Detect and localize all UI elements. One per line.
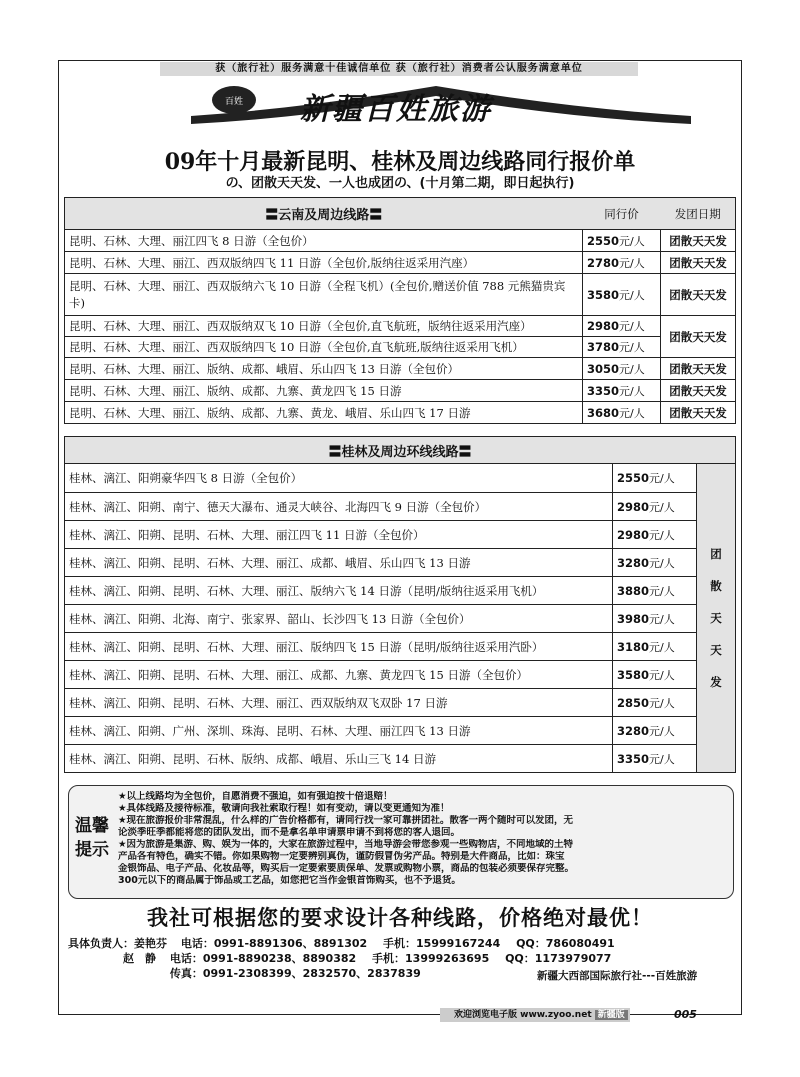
route-name: 桂林、漓江、阳朔、昆明、石林、大理、丽江、成都、峨眉、乐山四飞 13 日游 — [65, 549, 613, 577]
table-row — [65, 745, 736, 773]
table-row — [65, 577, 736, 605]
route-price: 3980元/人 — [613, 605, 697, 633]
table-row — [65, 380, 736, 402]
route-name: 昆明、石林、大理、丽江、版纳、成都、九寨、黄龙四飞 15 日游 — [65, 380, 583, 402]
table-row — [65, 402, 736, 424]
footer-bar — [440, 1008, 630, 1022]
yunnan-header-row — [65, 198, 736, 230]
page-number: 005 — [674, 1008, 697, 1021]
table-row — [65, 230, 736, 252]
tip-line: 论淡季旺季都能将您的团队发出，而不是拿名单申请票申请不到将您的客人退回。 — [118, 827, 461, 838]
route-name: 昆明、石林、大理、丽江、西双版纳六飞 10 日游（全程飞机）(全包价,赠送价值 788 元熊猫贵宾卡) — [65, 274, 583, 316]
guilin-header-row — [65, 437, 736, 464]
route-price: 3780元/人 — [583, 337, 661, 358]
contact-fax: 传真：0991-2308399、2832570、2837839 — [169, 967, 421, 980]
contact-line-2: 赵 静 电话：0991-8890238、8890382 手机：13999263695 QQ：1173979077 — [123, 952, 612, 965]
table-row — [65, 689, 736, 717]
route-price: 3050元/人 — [583, 358, 661, 380]
route-price: 3350元/人 — [613, 745, 697, 773]
tip-line: ★现在旅游报价非常混乱，什么样的广告价格都有，请同行找一家可靠拼团社。散客一两个随时可以发团，无 — [118, 815, 574, 826]
route-name: 昆明、石林、大理、丽江四飞 8 日游（全包价） — [65, 230, 583, 252]
award-banner: 获（旅行社）服务满意十佳诚信单位 获（旅行社）消费者公认服务满意单位 — [160, 62, 638, 76]
table-row — [65, 464, 736, 493]
date-col-header: 发团日期 — [661, 198, 736, 230]
route-departure: 团散天天发 — [661, 380, 736, 402]
yunnan-heading: 〓云南及周边线路〓 — [65, 198, 583, 230]
route-name: 桂林、漓江、阳朔、昆明、石林、大理、丽江、版纳六飞 14 日游（昆明/版纳往返采用飞机） — [65, 577, 613, 605]
route-name: 桂林、漓江、阳朔、昆明、石林、版纳、成都、峨眉、乐山三飞 14 日游 — [65, 745, 613, 773]
page-title: 09年十月最新昆明、桂林及周边线路同行报价单 — [164, 149, 636, 175]
route-price: 2780元/人 — [583, 252, 661, 274]
table-row — [65, 633, 736, 661]
route-name: 桂林、漓江、阳朔、昆明、石林、大理、丽江四飞 11 日游（全包价） — [65, 521, 613, 549]
route-name: 桂林、漓江、阳朔、昆明、石林、大理、丽江、版纳四飞 15 日游（昆明/版纳往返采用汽卧） — [65, 633, 613, 661]
route-departure: 团散天天发 — [661, 252, 736, 274]
route-price: 2850元/人 — [613, 689, 697, 717]
route-name: 昆明、石林、大理、丽江、版纳、成都、峨眉、乐山四飞 13 日游（全包价） — [65, 358, 583, 380]
table-row — [65, 605, 736, 633]
route-price: 3580元/人 — [583, 274, 661, 316]
footer-link[interactable]: 欢迎浏览电子版 www.zyoo.net — [454, 1010, 592, 1020]
page-subtitle: の、团散天天发、一人也成团の、(十月第二期，即日起执行) — [225, 176, 575, 191]
route-price: 3880元/人 — [613, 577, 697, 605]
slogan: 我社可根据您的要求设计各种线路，价格绝对最优！ — [147, 905, 653, 930]
contact-line-1: 具体负责人：姜艳芬 电话：0991-8891306、8891302 手机：15999167244 QQ：786080491 — [68, 937, 615, 950]
route-departure: 团散天天发 — [661, 358, 736, 380]
table-row — [65, 252, 736, 274]
tips-label: 温馨 提示 — [75, 816, 109, 860]
table-row — [65, 316, 736, 337]
guilin-table — [64, 436, 736, 773]
tip-line: ★具体线路及接待标准，敬请向我社索取行程！如有变动，请以变更通知为准！ — [118, 803, 450, 814]
route-name: 桂林、漓江、阳朔、北海、南宁、张家界、韶山、长沙四飞 13 日游（全包价） — [65, 605, 613, 633]
tip-line: 300元以下的商品属于饰品或工艺品，如您把它当作金银首饰购买，也不予退货。 — [118, 875, 461, 886]
route-price: 2550元/人 — [613, 464, 697, 493]
guilin-departure: 团 散 天 天 发 — [697, 464, 736, 773]
table-row — [65, 274, 736, 316]
table-row — [65, 549, 736, 577]
route-departure: 团散天天发 — [661, 402, 736, 424]
route-price: 2550元/人 — [583, 230, 661, 252]
table-row — [65, 358, 736, 380]
logo-text: 新疆百姓旅游 — [300, 92, 492, 127]
route-name: 昆明、石林、大理、丽江、西双版纳双飞 10 日游（全包价,直飞航班，版纳往返采用汽座） — [65, 316, 583, 337]
route-name: 桂林、漓江、阳朔、广州、深圳、珠海、昆明、石林、大理、丽江四飞 13 日游 — [65, 717, 613, 745]
route-name: 昆明、石林、大理、丽江、西双版纳四飞 10 日游（全包价,直飞航班,版纳往返采用飞机） — [65, 337, 583, 358]
yunnan-table — [64, 197, 736, 424]
route-name: 昆明、石林、大理、丽江、西双版纳四飞 11 日游（全包价,版纳往返采用汽座） — [65, 252, 583, 274]
route-name: 桂林、漓江、阳朔豪华四飞 8 日游（全包价） — [65, 464, 613, 493]
route-price: 3350元/人 — [583, 380, 661, 402]
tip-line: 金银饰品、电子产品、化妆品等，购买后一定要索要质保单、发票或购物小票，商品的包装必须要保存完整。 — [118, 863, 575, 874]
table-row — [65, 337, 736, 358]
route-price: 2980元/人 — [613, 521, 697, 549]
svg-text:百姓: 百姓 — [224, 97, 244, 107]
route-name: 桂林、漓江、阳朔、南宁、德天大瀑布、通灵大峡谷、北海四飞 9 日游（全包价） — [65, 493, 613, 521]
edition-badge: 新疆版 — [595, 1010, 628, 1020]
route-price: 3580元/人 — [613, 661, 697, 689]
table-row — [65, 717, 736, 745]
tips-list — [118, 791, 730, 887]
route-price: 3280元/人 — [613, 717, 697, 745]
route-departure: 团散天天发 — [661, 230, 736, 252]
route-name: 桂林、漓江、阳朔、昆明、石林、大理、丽江、成都、九寨、黄龙四飞 15 日游（全包价） — [65, 661, 613, 689]
tip-line: 产品各有特色，确实不错。你如果购物一定要辨别真伪，谨防假冒伪劣产品。特别是大件商品，比如：珠宝 — [118, 851, 565, 862]
table-row — [65, 521, 736, 549]
route-price: 3180元/人 — [613, 633, 697, 661]
agency-name: 新疆大西部国际旅行社---百姓旅游 — [537, 970, 698, 982]
route-departure: 团散天天发 — [661, 274, 736, 316]
route-departure: 团散天天发 — [661, 316, 736, 358]
table-row — [65, 661, 736, 689]
route-price: 3280元/人 — [613, 549, 697, 577]
route-price: 2980元/人 — [613, 493, 697, 521]
guilin-heading: 〓桂林及周边环线线路〓 — [65, 437, 736, 464]
route-name: 昆明、石林、大理、丽江、版纳、成都、九寨、黄龙、峨眉、乐山四飞 17 日游 — [65, 402, 583, 424]
route-price: 3680元/人 — [583, 402, 661, 424]
route-price: 2980元/人 — [583, 316, 661, 337]
tip-line: ★以上线路均为全包价，自愿消费不强迫，如有强迫按十倍退赔！ — [118, 791, 393, 802]
price-col-header: 同行价 — [583, 198, 661, 230]
route-name: 桂林、漓江、阳朔、昆明、石林、大理、丽江、西双版纳双飞双卧 17 日游 — [65, 689, 613, 717]
tip-line: ★因为旅游是集游、购、娱为一体的，大家在旅游过程中，当地导游会带您参观一些购物店，不同地域的土特 — [118, 839, 574, 850]
table-row — [65, 493, 736, 521]
